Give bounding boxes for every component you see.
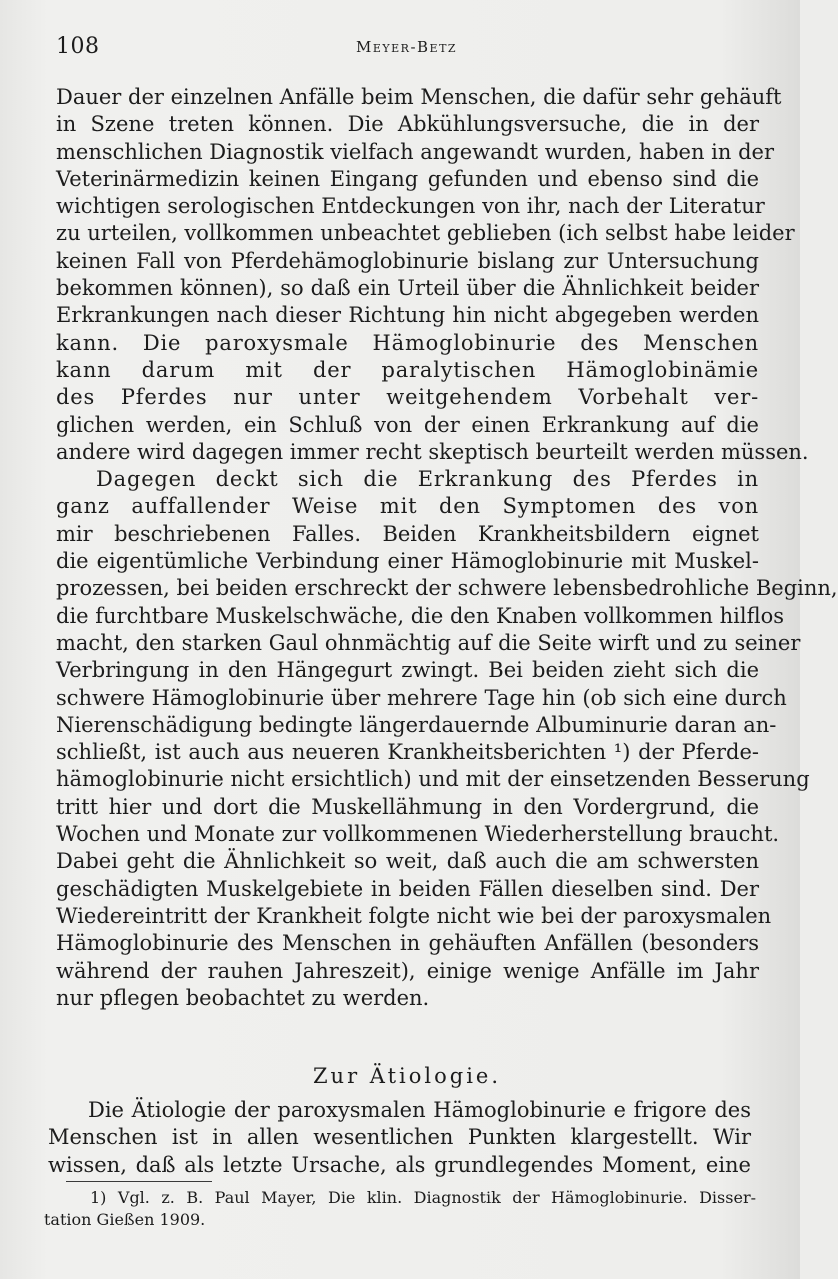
text-line: hämoglobinurie nicht ersichtlich) und mit der einsetzenden Besserung	[56, 767, 810, 792]
text-line: die furchtbare Muskelschwäche, die den Knaben vollkommen hilflos	[56, 603, 785, 628]
text-line: Verbringung in den Hängegurt zwingt. Bei beiden zieht sich die	[56, 658, 759, 683]
text-line: ganz auffallender Weise mit den Symptomen des von	[56, 494, 759, 519]
text-line: bekommen können), so daß ein Urteil über die Ähnlichkeit beider	[56, 276, 759, 301]
text-line: andere wird dagegen immer recht skeptisch beurteilt werden müssen.	[56, 439, 809, 464]
text-line: schwere Hämoglobinurie über mehrere Tage hin (ob sich eine durch	[56, 685, 787, 710]
footnote-line: tation Gießen 1909.	[44, 1210, 206, 1229]
text-line: Die Ätiologie der paroxysmalen Hämoglobinurie e frigore des	[88, 1098, 751, 1122]
text-line: tritt hier und dort die Muskellähmung in den Vordergrund, die	[56, 794, 759, 819]
text-line: keinen Fall von Pferdehämoglobinurie bislang zur Untersuchung	[56, 248, 759, 273]
text-line: während der rauhen Jahreszeit), einige wenige Anfälle im Jahr	[56, 958, 759, 983]
text-line: glichen werden, ein Schluß von der einen Erkrankung auf die	[56, 412, 759, 437]
text-line: Menschen ist in allen wesentlichen Punkten klargestellt. Wir	[48, 1125, 751, 1150]
text-line: schließt, ist auch aus neueren Krankheitsberichten ¹) der Pferde-	[56, 740, 759, 765]
footnote-line: 1) Vgl. z. B. Paul Mayer, Die klin. Diagnostik der Hämoglobinurie. Disser-	[90, 1188, 756, 1207]
text-line: Dagegen deckt sich die Erkrankung des Pferdes in	[96, 467, 759, 492]
text-line: Nierenschädigung bedingte längerdauernde Albuminurie daran an-	[56, 712, 777, 737]
section-text	[48, 1097, 751, 1179]
text-line: Dabei geht die Ähnlichkeit so weit, daß auch die am schwersten	[56, 849, 759, 874]
text-line: nur pflegen beobachtet zu werden.	[56, 985, 430, 1010]
text-line: die eigentümliche Verbindung einer Hämoglobinurie mit Muskel-	[56, 549, 759, 574]
text-line: Dauer der einzelnen Anfälle beim Menschen, die dafür sehr gehäuft	[56, 85, 782, 109]
text-line: kann darum mit der paralytischen Hämoglobinämie	[56, 357, 759, 382]
text-line: des Pferdes nur unter weitgehendem Vorbehalt ver-	[56, 385, 759, 410]
text-line: macht, den starken Gaul ohnmächtig auf die Seite wirft und zu seiner	[56, 630, 801, 655]
text-line: mir beschriebenen Falles. Beiden Krankheitsbildern eignet	[56, 521, 759, 546]
text-line: zu urteilen, vollkommen unbeachtet geblieben (ich selbst habe leider	[56, 221, 795, 246]
text-line: geschädigten Muskelgebiete in beiden Fällen dieselben sind. Der	[56, 876, 759, 901]
text-line: menschlichen Diagnostik vielfach angewandt wurden, haben in der	[56, 139, 774, 164]
text-line: Erkrankungen nach dieser Richtung hin nicht abgegeben werden	[56, 303, 759, 328]
text-line: Wochen und Monate zur vollkommenen Wiederherstellung braucht.	[56, 822, 780, 847]
section-heading: Zur Ätiologie.	[312, 1064, 502, 1088]
text-line: wissen, daß als letzte Ursache, als grundlegendes Moment, eine	[48, 1152, 751, 1177]
text-line: in Szene treten können. Die Abkühlungsversuche, die in der	[56, 112, 759, 137]
text-line: Hämoglobinurie des Menschen in gehäuften Anfällen (besonders	[56, 931, 759, 956]
text-line: kann. Die paroxysmale Hämoglobinurie des Menschen	[56, 330, 759, 355]
page-header	[56, 34, 760, 64]
text-line: Veterinärmedizin keinen Eingang gefunden und ebenso sind die	[56, 166, 759, 191]
text-line: wichtigen serologischen Entdeckungen von ihr, nach der Literatur	[56, 194, 765, 219]
footnotes	[44, 1187, 756, 1231]
running-head: Meyer-Betz	[356, 38, 458, 56]
footnote-divider	[66, 1181, 212, 1182]
body-text	[56, 84, 838, 1012]
page-number: 108	[56, 34, 100, 59]
text-line: Wiedereintritt der Krankheit folgte nicht wie bei der paroxysmalen	[56, 903, 772, 928]
text-line: prozessen, bei beiden erschreckt der schwere lebensbedrohliche Beginn,	[56, 576, 838, 601]
